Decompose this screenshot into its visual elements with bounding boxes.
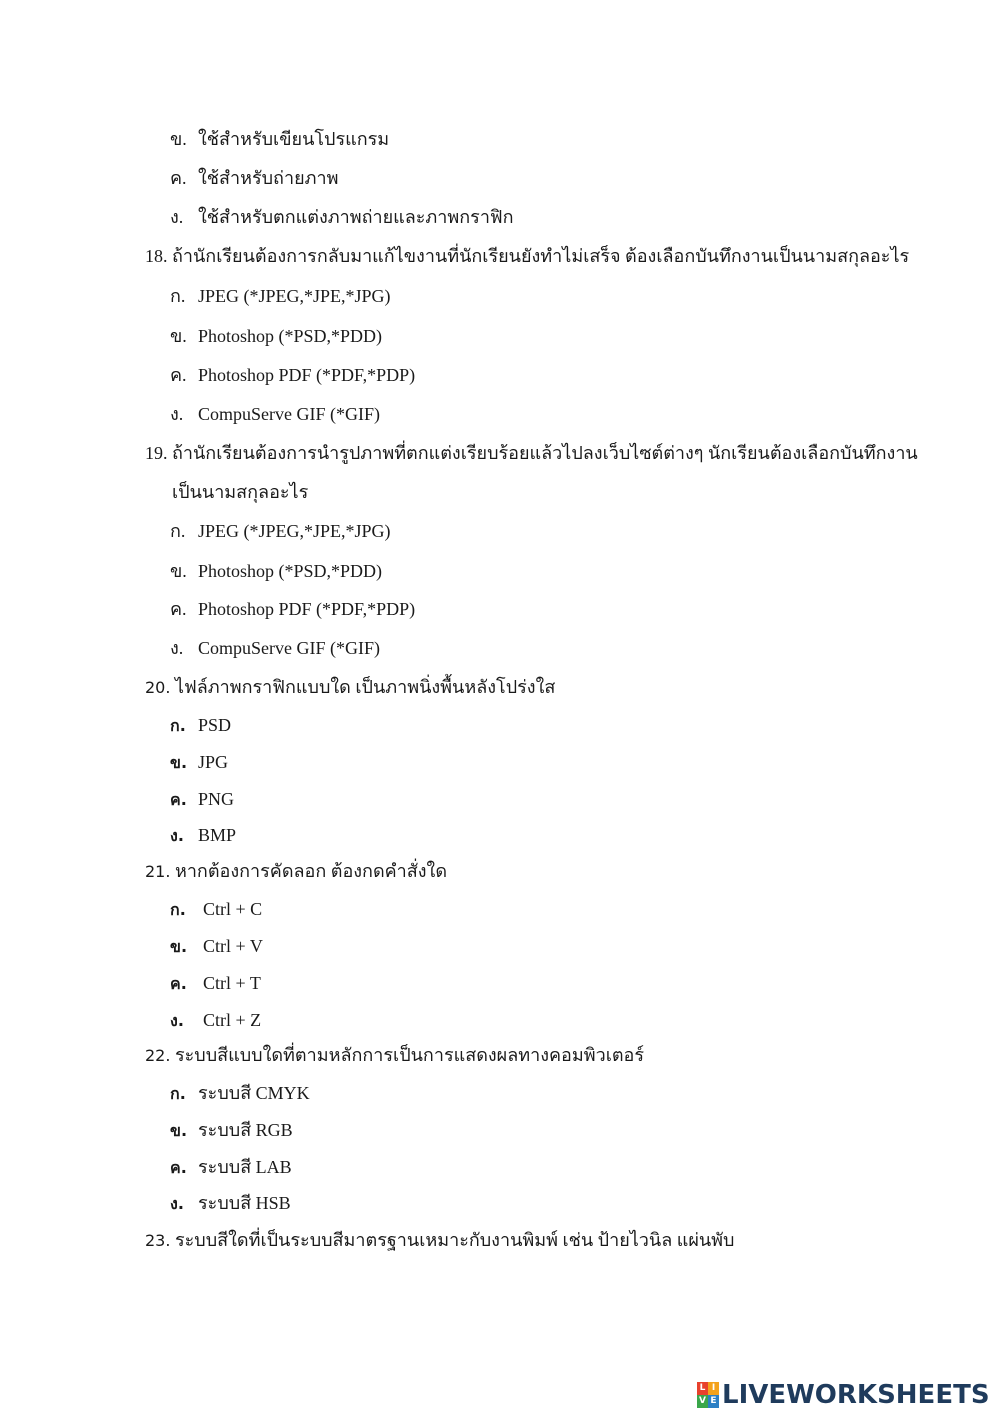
option-text: ใช้สำหรับถ่ายภาพ — [198, 168, 339, 188]
option-text: ระบบสี HSB — [198, 1193, 291, 1213]
option-line — [170, 402, 380, 426]
option-line — [170, 636, 380, 660]
option-text: CompuServe GIF (*GIF) — [198, 638, 380, 658]
option-line — [170, 363, 415, 387]
option-line — [170, 1155, 292, 1180]
option-letter: ค. — [170, 168, 187, 188]
option-line — [170, 1008, 261, 1033]
option-letter: ข. — [170, 937, 188, 956]
question-continuation — [172, 480, 308, 504]
option-letter: ข. — [170, 326, 187, 346]
question-text: ถ้านักเรียนต้องการนำรูปภาพที่ตกแต่งเรียบร้อยแล้วไปลงเว็บไซต์ต่างๆ นักเรียนต้องเลือกบันทึกงาน — [167, 443, 918, 463]
option-text: ระบบสี RGB — [198, 1120, 293, 1140]
option-letter: ก. — [170, 1084, 186, 1103]
question-text: ระบบสีใดที่เป็นระบบสีมาตรฐานเหมาะกับงานพิมพ์ เช่น ป้ายไวนิล แผ่นพับ — [170, 1230, 735, 1250]
question-22 — [145, 1043, 644, 1068]
option-line — [170, 597, 415, 621]
option-letter: ค. — [170, 1158, 187, 1177]
question-19 — [145, 441, 918, 465]
question-23 — [145, 1228, 734, 1253]
option-line — [170, 750, 228, 775]
option-letter: ข. — [170, 129, 187, 149]
badge-letter: L — [697, 1382, 708, 1395]
option-letter: ก. — [170, 286, 186, 306]
option-text: Ctrl + Z — [203, 1010, 262, 1030]
option-line — [170, 823, 236, 848]
option-line — [170, 971, 261, 996]
option-text: Photoshop PDF (*PDF,*PDP) — [198, 365, 416, 385]
question-text: ระบบสีแบบใดที่ตามหลักการเป็นการแสดงผลทางคอมพิวเตอร์ — [170, 1045, 645, 1065]
option-line — [170, 1191, 291, 1216]
option-line — [170, 1081, 310, 1106]
option-line — [170, 713, 231, 738]
option-letter: ง. — [170, 1011, 184, 1030]
logo-text: LIVEWORKSHEETS — [722, 1380, 990, 1410]
option-text: JPG — [198, 752, 229, 772]
question-text: ไฟล์ภาพกราฟิกแบบใด เป็นภาพนิ่งพื้นหลังโปร่งใส — [170, 677, 556, 697]
question-18 — [145, 244, 909, 268]
option-line — [170, 1118, 293, 1143]
option-letter: ง. — [170, 404, 184, 424]
option-line — [170, 127, 389, 151]
option-letter: ข. — [170, 1121, 188, 1140]
option-line — [170, 787, 234, 812]
option-text: CompuServe GIF (*GIF) — [198, 404, 380, 424]
option-letter: ก. — [170, 521, 186, 541]
option-text: ใช้สำหรับเขียนโปรแกรม — [198, 129, 390, 149]
option-line — [170, 519, 391, 543]
question-number: 22. — [145, 1046, 171, 1065]
option-letter: ค. — [170, 790, 187, 809]
option-letter: ก. — [170, 716, 186, 735]
option-letter: ง. — [170, 826, 184, 845]
badge-letter: I — [708, 1382, 719, 1395]
option-text: Photoshop (*PSD,*PDD) — [198, 561, 383, 581]
question-number: 19. — [145, 443, 168, 463]
option-line — [170, 324, 382, 348]
option-text: ระบบสี LAB — [198, 1157, 292, 1177]
option-line — [170, 166, 338, 190]
option-text: Ctrl + T — [203, 973, 261, 993]
option-line — [170, 897, 262, 922]
option-letter: ค. — [170, 974, 187, 993]
option-letter: ง. — [170, 638, 184, 658]
option-text: JPEG (*JPEG,*JPE,*JPG) — [198, 521, 391, 541]
option-text: Ctrl + V — [203, 936, 263, 956]
question-number: 20. — [145, 678, 171, 697]
question-text: หากต้องการคัดลอก ต้องกดคำสั่งใด — [170, 861, 448, 881]
question-number: 18. — [145, 246, 168, 266]
liveworksheets-logo[interactable] — [697, 1380, 990, 1410]
question-number: 23. — [145, 1231, 171, 1250]
option-text: JPEG (*JPEG,*JPE,*JPG) — [198, 286, 391, 306]
option-letter: ค. — [170, 365, 187, 385]
option-line — [170, 934, 263, 959]
option-text: Ctrl + C — [203, 899, 263, 919]
option-text: ใช้สำหรับตกแต่งภาพถ่ายและภาพกราฟิก — [198, 207, 514, 227]
badge-letter: V — [697, 1395, 708, 1408]
option-line — [170, 559, 382, 583]
question-21 — [145, 859, 447, 884]
question-text: เป็นนามสกุลอะไร — [172, 482, 309, 502]
option-letter: ง. — [170, 1194, 184, 1213]
question-20 — [145, 675, 555, 700]
option-line — [170, 205, 514, 229]
option-text: ระบบสี CMYK — [198, 1083, 310, 1103]
option-letter: ค. — [170, 599, 187, 619]
option-letter: ง. — [170, 207, 184, 227]
option-text: BMP — [198, 825, 237, 845]
option-text: PNG — [198, 789, 235, 809]
option-letter: ข. — [170, 561, 187, 581]
option-text: PSD — [198, 715, 232, 735]
option-text: Photoshop PDF (*PDF,*PDP) — [198, 599, 416, 619]
option-line — [170, 284, 391, 308]
question-text: ถ้านักเรียนต้องการกลับมาแก้ไขงานที่นักเรียนยังทำไม่เสร็จ ต้องเลือกบันทึกงานเป็นนามสกุลอะไร — [167, 246, 910, 266]
option-letter: ก. — [170, 900, 186, 919]
question-number: 21. — [145, 862, 171, 881]
option-text: Photoshop (*PSD,*PDD) — [198, 326, 383, 346]
liveworksheets-badge-icon — [697, 1382, 719, 1408]
option-letter: ข. — [170, 753, 188, 772]
badge-letter: E — [708, 1395, 719, 1408]
